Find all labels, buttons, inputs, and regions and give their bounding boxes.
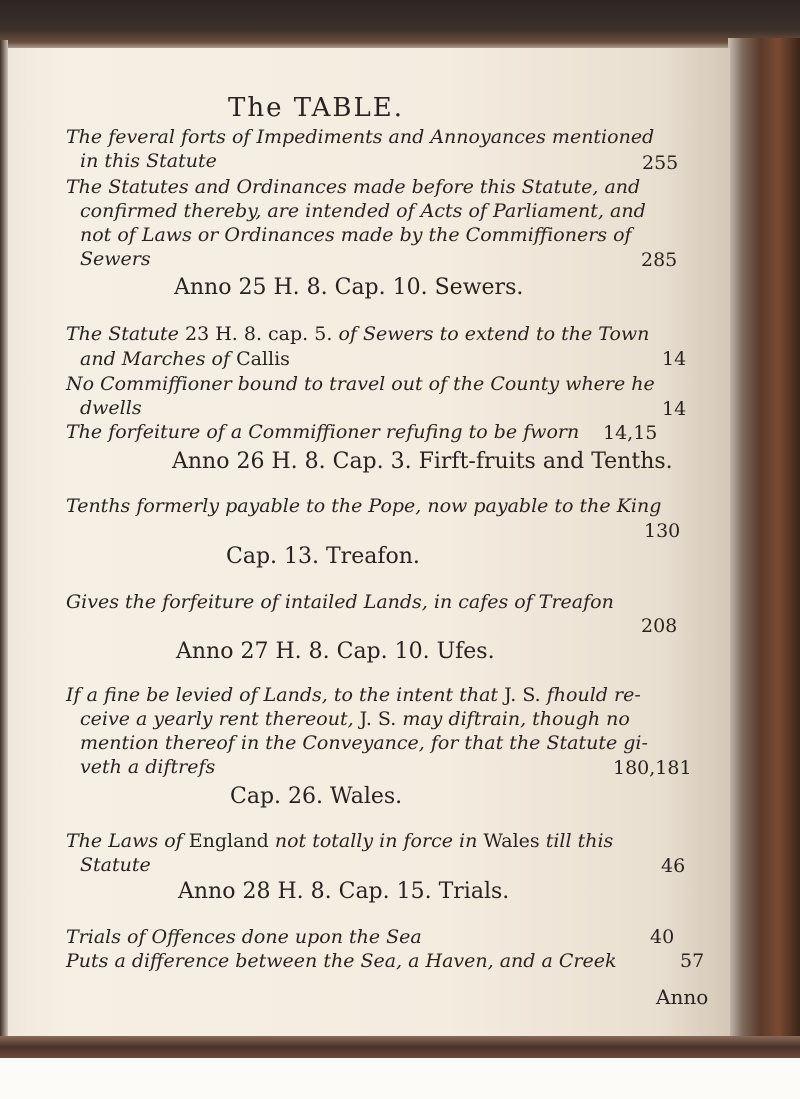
text-run: 23 H. 8. — [184, 323, 262, 345]
text-run: England — [188, 830, 269, 852]
text-run: J. S. — [359, 708, 397, 730]
entry-town-line-2 — [80, 347, 290, 371]
section-heading-sewers: Anno 25 H. 8. Cap. 10. Sewers. — [174, 275, 524, 300]
entry-fine-line-4: veth a diftrefs — [80, 756, 216, 778]
entry-wales-line-2: Statute — [80, 854, 151, 876]
page-title: The TABLE. — [228, 93, 405, 123]
entry-treason-line-1: Gives the forfeiture of intailed Lands, in cafes of Treafon — [66, 591, 614, 613]
page-number: 180,181 — [613, 757, 692, 779]
page-number: 255 — [642, 152, 679, 174]
text-run: Callis — [236, 348, 290, 370]
page-number: 46 — [661, 855, 686, 877]
text-run: till this — [545, 830, 614, 852]
entry-forfeiture-line-1: The forfeiture of a Commiffioner refufing to be fworn — [66, 421, 580, 443]
entry-trials-line-1: Trials of Offences done upon the Sea — [66, 926, 422, 948]
section-heading-tenths: Anno 26 H. 8. Cap. 3. Firft-fruits and Tenths. — [172, 449, 673, 474]
text-run: ceive a yearly rent thereout, — [80, 708, 354, 730]
page-number: 40 — [650, 926, 675, 948]
entry-statutes-line-4: Sewers — [80, 248, 151, 270]
entry-wales-line-1 — [66, 829, 613, 853]
text-run: not totally in force in — [274, 830, 478, 852]
text-run: fhould re- — [546, 684, 641, 706]
page-number: 14,15 — [603, 422, 658, 444]
section-heading-treason: Cap. 13. Treafon. — [226, 544, 420, 569]
section-heading-uses: Anno 27 H. 8. Cap. 10. Ufes. — [176, 639, 495, 664]
text-run: The Statute — [66, 323, 179, 345]
text-run: The Laws of — [66, 830, 183, 852]
text-run: J. S. — [504, 684, 541, 706]
entry-tenths-line-1: Tenths formerly payable to the Pope, now payable to the King — [66, 495, 662, 517]
entry-impediments-line-1: The feveral forts of Impediments and Annoyances mentioned — [66, 126, 655, 148]
entry-statutes-line-2: confirmed thereby, are intended of Acts of Parliament, and — [80, 200, 646, 222]
page-number: 14 — [662, 348, 687, 370]
text-run: Wales — [483, 830, 540, 852]
text-run: of Sewers to extend to the Town — [338, 323, 650, 345]
entry-fine-line-1 — [66, 683, 641, 707]
entry-fine-line-2 — [80, 707, 630, 731]
entry-town-line-1 — [66, 322, 649, 346]
text-run: cap. — [268, 323, 309, 345]
entry-sea-line-1: Puts a difference between the Sea, a Haven, and a Creek — [66, 950, 617, 972]
entry-commissioner-line-2: dwells — [80, 397, 142, 419]
text-run: 5. — [314, 323, 333, 345]
section-heading-trials: Anno 28 H. 8. Cap. 15. Trials. — [178, 879, 510, 904]
text-run: If a fine be levied of Lands, to the intent that — [66, 684, 499, 706]
page-number: 130 — [644, 520, 681, 542]
text-run: and Marches of — [80, 348, 231, 370]
page-number: 14 — [662, 398, 687, 420]
entry-statutes-line-1: The Statutes and Ordinances made before this Statute, and — [66, 176, 641, 198]
entry-commissioner-line-1: No Commiffioner bound to travel out of the County where he — [66, 373, 655, 395]
section-heading-wales: Cap. 26. Wales. — [230, 784, 403, 809]
text-run: may diftrain, though no — [402, 708, 630, 730]
page-number: 285 — [641, 249, 678, 271]
entry-impediments-line-2: in this Statute — [80, 150, 217, 172]
page-number: 57 — [680, 950, 705, 972]
catchword: Anno — [656, 985, 709, 1009]
entry-statutes-line-3: not of Laws or Ordinances made by the Commiffioners of — [80, 224, 632, 246]
page-number: 208 — [641, 615, 678, 637]
entry-fine-line-3: mention thereof in the Conveyance, for that the Statute gi- — [80, 732, 648, 754]
